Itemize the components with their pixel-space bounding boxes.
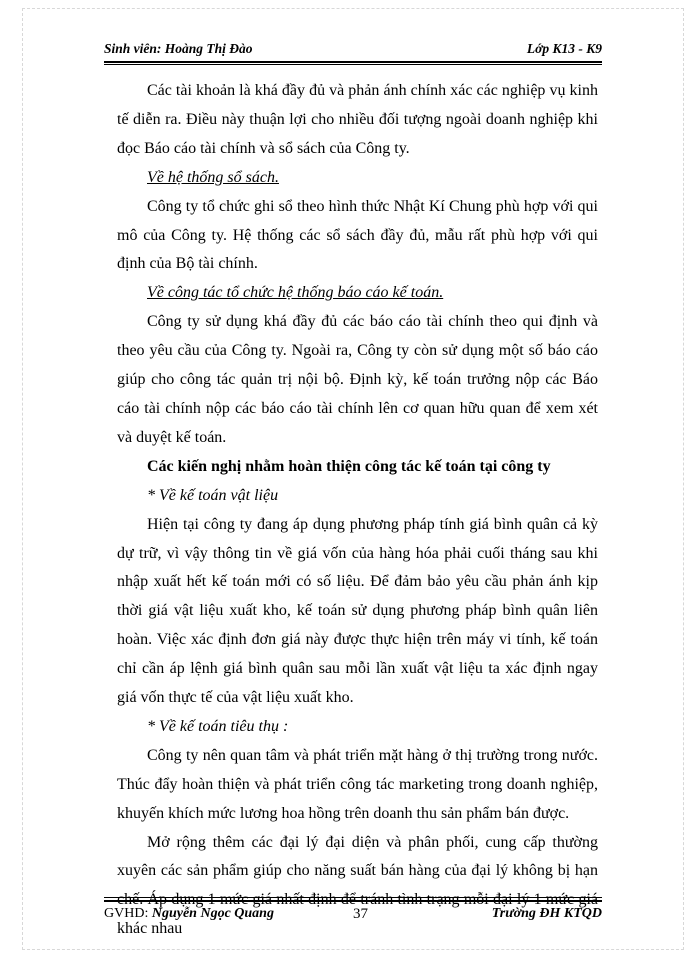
header-class: Lớp K13 - K9 [526,41,602,56]
page-header [104,37,602,59]
header-rule-thin [104,64,602,65]
page-number: 37 [353,906,368,922]
document-body [117,77,598,944]
footer-supervisor [104,906,274,922]
paragraph-reporting: Công ty sử dụng khá đầy đủ các báo cáo tài chính theo qui định và theo yêu cầu của Công ty. Ngoài ra, Công ty còn sử dụng một số báo cáo giúp cho công tác quản trị nội bộ. Định kỳ, kế toán trưởng nộp các Báo cáo tài chính nộp các báo cáo tài chính lên cơ quan hữu quan để xem xét và duyệt kế toán. [117,313,598,446]
paragraph-materials: Hiện tại công ty đang áp dụng phương pháp tính giá bình quân cả kỳ dự trữ, vì vậy thông tin về giá vốn của hàng hóa phải cuối tháng sau khi nhập xuất hết kế toán mới có số liệu. Để đảm bảo yêu cầu phản ánh kịp thời giá vật liệu xuất kho, kế toán sử dụng phương pháp bình quân liên hoàn. Việc xác định đơn giá này được thực hiện trên máy vi tính, kế toán chỉ cần áp lệnh giá bình quân sau mỗi lần xuất vật liệu ta xác định ngay giá vốn thực tế của vật liệu xuất kho. [117,515,598,707]
heading-recommendations: Các kiến nghị nhằm hoàn thiện công tác kế toán tại công ty [147,457,551,475]
paragraph-books: Công ty tổ chức ghi sổ theo hình thức Nhật Kí Chung phù hợp với qui mô của Công ty. Hệ thống các sổ sách đầy đủ, mẫu rất phù hợp với qui định của Bộ tài chính. [117,197,598,273]
page-footer [104,904,602,926]
footer-rule [104,900,602,902]
paragraph-sales: Công ty nên quan tâm và phát triển mặt hàng ở thị trường trong nước. Thúc đẩy hoàn thiện và phát triển công tác marketing trong doanh nghiệp, khuyến khích mức lương hoa hồng trên doanh thu sản phẩm bán được. [117,746,598,822]
header-rule [104,61,602,63]
footer-supervisor-name: Nguyễn Ngọc Quang [151,906,274,921]
footer-school: Trường ĐH KTQD [491,906,602,921]
paragraph-agents: Mở rộng thêm các đại lý đại diện và phân phối, cung cấp thường xuyên các sản phẩm giúp cho năng suất bán hàng của đại lý không bị hạn chế. Áp dụng 1 mức giá nhất định để tránh tình trạng mỗi đại lý 1 mức giá khác nhau [117,833,598,938]
heading-books-system: Về hệ thống sổ sách. [147,168,279,186]
footer-supervisor-label: GVHD: [104,906,152,921]
heading-sales-accounting: * Về kế toán tiêu thụ : [147,717,289,735]
footer-rule-thin [104,897,602,898]
paragraph-accounts: Các tài khoản là khá đầy đủ và phản ánh chính xác các nghiệp vụ kinh tế diễn ra. Điều này thuận lợi cho nhiều đối tượng ngoài doanh nghiệp khi đọc Báo cáo tài chính và sổ sách của Công ty. [117,82,598,157]
heading-reporting: Về công tác tổ chức hệ thống báo cáo kế toán. [147,284,444,302]
heading-materials-accounting: * Về kế toán vật liệu [147,486,279,504]
header-student: Sinh viên: Hoàng Thị Đào [104,41,253,56]
